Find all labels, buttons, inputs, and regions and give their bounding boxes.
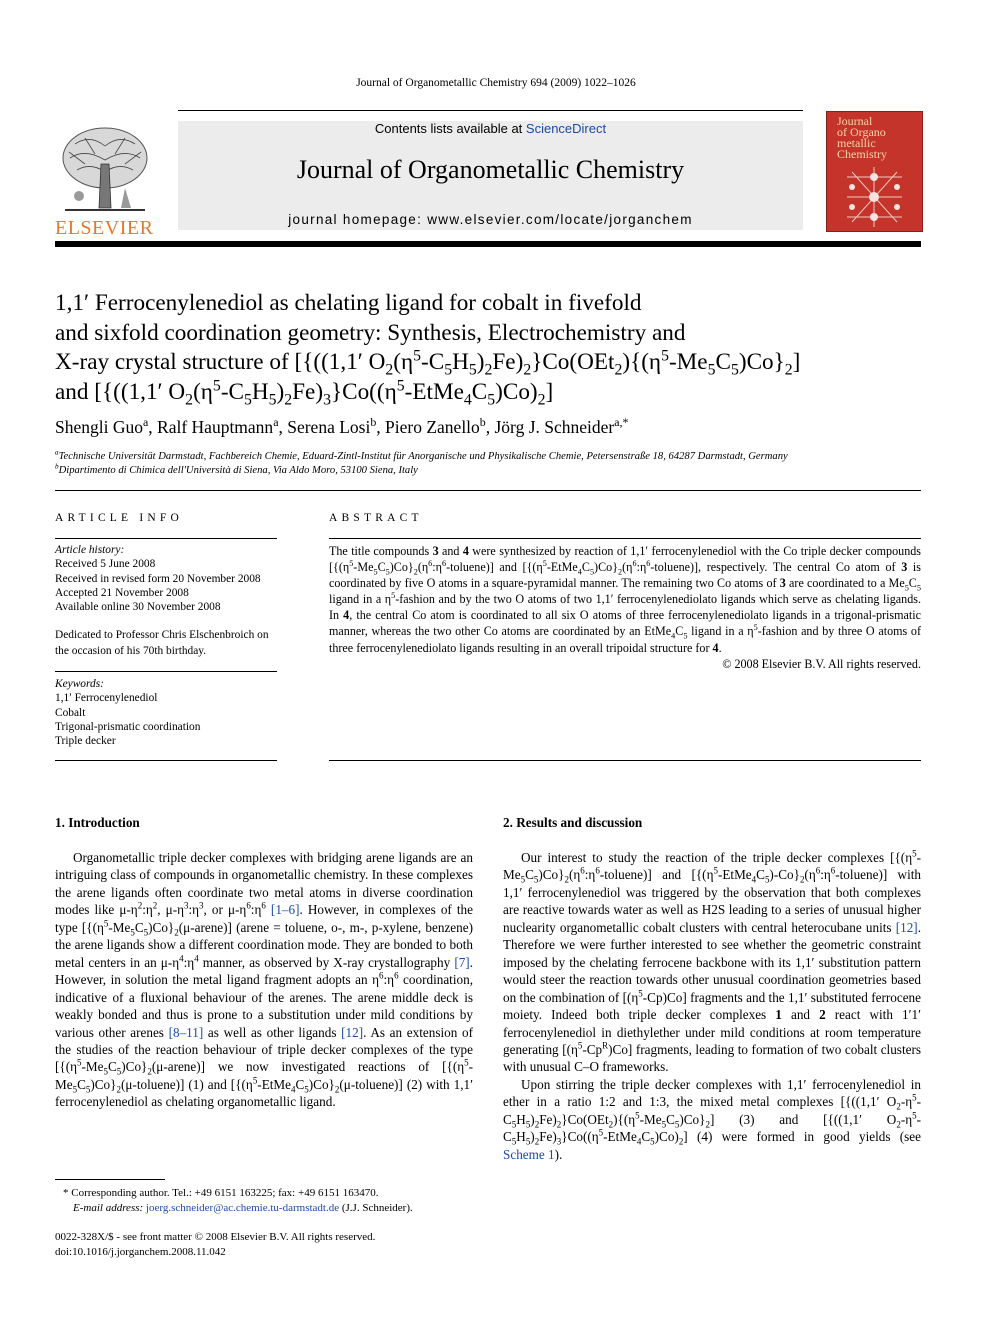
- cover-title-line-3: metallic: [837, 136, 876, 150]
- keyword[interactable]: Trigonal-prismatic coordination: [55, 720, 201, 733]
- author[interactable]: Serena Losi$^b$: [287, 415, 377, 437]
- corresponding-author: * Corresponding author. Tel.: +49 6151 163225; fax: +49 6151 163470.: [63, 1187, 379, 1199]
- abstract-heading: ABSTRACT: [329, 512, 423, 524]
- cover-title-line-4: Chemistry: [837, 147, 887, 161]
- affiliation: $^a$Technische Universität Darmstadt, Fachbereich Chemie, Eduard-Zintl-Institut für Anorganische und Physikalische Chemie, Petersenstraße 18, 64287 Darmstadt, Germany: [55, 448, 788, 462]
- footnote: [55, 1186, 475, 1216]
- header-top-rule: [178, 110, 803, 111]
- header-thick-rule: [55, 241, 921, 247]
- footnote-rule: [55, 1179, 165, 1180]
- article-info-bottom-rule: [55, 760, 277, 761]
- keyword[interactable]: Cobalt: [55, 706, 86, 719]
- cover-molecule-icon: [827, 162, 922, 232]
- keyword[interactable]: Triple decker: [55, 735, 116, 748]
- author[interactable]: Ralf Hauptmann$^a$: [157, 415, 279, 437]
- author[interactable]: Jörg J. Schneider$^{a,*}$: [494, 415, 629, 437]
- results-heading: 2. Results and discussion: [503, 815, 643, 830]
- journal-homepage[interactable]: journal homepage: www.elsevier.com/locate/jorganchem: [288, 212, 693, 227]
- article-info-rule: [55, 538, 277, 539]
- history-item: Received 5 June 2008: [55, 558, 156, 571]
- dedication: Dedicated to Professor Chris Elschenbroich on the occasion of his 70th birthday.: [55, 629, 269, 657]
- cover-title-line-1: Journal: [837, 114, 873, 128]
- results-paragraph: Upon stirring the triple decker complexes with 1,1′ ferrocenylenediol in ether in a ratio 1:2 and 1:3, the mixed metal complexes [{((1,1′ $O_2-\eta^5-C_5H_5)_2Fe)_2\}Co(OEt_2)\{(\eta^5-Me_5C_5)Co\}_2$] (3) and [{((1,1′ $O_2-\eta^5-C_5H_5)_2Fe)_3\}Co((\eta^5-EtMe_4C_5)Co)_2$] (4) were formed in good yields (see Scheme 1).: [503, 1076, 921, 1162]
- keywords-label: Keywords:: [55, 678, 104, 690]
- elsevier-wordmark: ELSEVIER: [55, 217, 154, 239]
- history-item: Accepted 21 November 2008: [55, 586, 189, 599]
- contents-availability: [178, 121, 803, 136]
- history-item: Received in revised form 20 November 2008: [55, 572, 261, 585]
- journal-cover: [826, 111, 923, 232]
- author[interactable]: Shengli Guo$^a$: [55, 415, 149, 437]
- cover-title-line-2: of Organo: [837, 125, 886, 139]
- article-history: [55, 543, 277, 614]
- history-item: Available online 30 November 2008: [55, 601, 221, 614]
- author-list: Shengli Guo$^a$, Ralf Hauptmann$^a$, Serena Losi$^b$, Piero Zanello$^b$, Jörg J. Schneider$^{a,*}$: [55, 415, 629, 437]
- elsevier-logo: [55, 124, 155, 239]
- contents-prefix: Contents lists available at: [374, 121, 526, 136]
- introduction-heading: 1. Introduction: [55, 815, 140, 830]
- running-head: Journal of Organometallic Chemistry 694 (2009) 1022–1026: [356, 77, 636, 89]
- history-label: Article history:: [55, 544, 125, 556]
- email-link[interactable]: joerg.schneider@ac.chemie.tu-darmstadt.de: [145, 1202, 340, 1214]
- author[interactable]: Piero Zanello$^b$: [385, 415, 486, 437]
- doi-line[interactable]: doi:10.1016/j.jorganchem.2008.11.042: [55, 1245, 226, 1258]
- results-text: [503, 849, 921, 1163]
- article-title: 1,1′ Ferrocenylenediol as chelating ligand for cobalt in fivefold and sixfold coordination geometry: Synthesis, Electrochemistry and X-ray crystal structure of [{((1,1′ $O_2(\eta^5-C_5H_5)_2Fe)_2\}Co(OEt_2)\{(\eta^5-Me_5C_5)Co\}_2$] and [{((1,1′ $O_2(\eta^5-C_5H_5)_2Fe)_3\}Co((\eta^5-EtMe_4C_5)Co)_2$]: [55, 290, 801, 409]
- abstract-bottom-rule: [329, 760, 921, 761]
- journal-title: Journal of Organometallic Chemistry: [296, 155, 685, 184]
- affiliation: $^b$Dipartimento di Chimica dell'Università di Siena, Via Aldo Moro, 53100 Siena, Italy: [55, 462, 418, 476]
- abstract-text: The title compounds 3 and 4 were synthesized by reaction of 1,1′ ferrocenylenediol with the Co triple decker compounds $[\{(\eta^5-Me_5C_5)Co\}_2(\eta^6:\eta^6-toluene)]$ and $[\{(\eta^5-EtMe_4C_5)Co\}_2(\eta^6:\eta^6-toluene)]$, respectively. The central Co atom of 3 is coordinated by five O atoms in a square-pyramidal manner. The remaining two Co atoms of 3 are coordinated to a $Me_5C_5$ ligand in a $\eta^5$-fashion and by the two O atoms of two 1,1′ ferrocenylenediolato ligands which serve as chelating ligands. In 4, the central Co atom is coordinated to all six O atoms of three ferrocenylenediolato ligands in a trigonal-prismatic manner, whereas the two other Co atoms are coordinated by an $EtMe_4C_5$ ligand in a $\eta^5$-fashion and by three O atoms of three ferrocenylenediolato ligands resulting in an overall tripoidal structure for 4. © 2008 Elsevier B.V. All rights reserved.: [329, 544, 922, 671]
- keyword[interactable]: 1,1′ Ferrocenylenediol: [55, 692, 158, 705]
- abstract-copyright: © 2008 Elsevier B.V. All rights reserved.: [722, 656, 921, 671]
- results-paragraph: Our interest to study the reaction of the triple decker complexes $[\{(\eta^5-Me_5C_5)Co\}_2(\eta^6:\eta^6-toluene)]$ and $[\{(\eta^5-EtMe_4C_5)-Co\}_2(\eta^6:\eta^6-toluene)]$ with 1,1′ ferrocenylenediol was triggered by the observation that both complexes are reactive towards water as well as H2S leading to a series of unusual higher nuclearity organometallic cobalt clusters with central heterocubane units [12]. Therefore we were further interested to see whether the geometric constraint imposed by the chelating ferrocene backbone with its 1,1′ substitution pattern would steer the reaction towards other unusual coordination geometries based on the combination of $[(\eta^5-Cp)Co]$ fragments and the 1,1′ substituted ferrocene moiety. Indeed both triple decker complexes 1 and 2 react with 1′1′ ferrocenylenediol in diethylether under mild conditions at room temperature generating $[(\eta^5-Cp^R)Co]$ fragments, leading to formation of two cobalt clusters with unusual C–O frameworks.: [503, 848, 922, 1075]
- email-line: E-mail address: joerg.schneider@ac.chemie.tu-darmstadt.de (J.J. Schneider).: [73, 1202, 413, 1214]
- keywords: [55, 677, 277, 748]
- article-info-heading: ARTICLE INFO: [55, 512, 183, 524]
- affiliation-rule: [55, 490, 921, 491]
- abstract-rule: [329, 538, 921, 539]
- elsevier-tree-icon: [55, 124, 155, 212]
- issn-line: 0022-328X/$ - see front matter © 2008 Elsevier B.V. All rights reserved.: [55, 1231, 376, 1243]
- sciencedirect-link[interactable]: ScienceDirect: [525, 121, 607, 136]
- keywords-rule: [55, 671, 277, 672]
- introduction-text: Organometallic triple decker complexes with bridging arene ligands are an intriguing class of compounds in organometallic chemistry. In these complexes the arene ligands often coordinate two metal atoms in diverse coordination modes like $\mu-\eta^2:\eta^2$, $\mu-\eta^3:\eta^3$, or $\mu-\eta^6:\eta^6$ [1–6]. However, in complexes of the type $[\{(\eta^5-Me_5C_5)Co\}_2(\mu-arene)]$ (arene = toluene, o-, m-, p-xylene, benzene) the arene ligands show a different coordination mode. They are bonded to both metal centers in an $\mu-\eta^4:\eta^4$ manner, as observed by X-ray crystallography [7]. However, in solution the metal ligand fragment adopts an $\eta^6:\eta^6$ coordination, indicative of a fluxional behaviour of the arenes. The arene middle deck is weakly bonded and thus is prone to a substitution under mild conditions by various other arenes [8–11] as well as other ligands [12]. As an extension of the studies of the reaction behaviour of triple decker complexes of the type $[\{(\eta^5-Me_5C_5)Co\}_2(\mu-arene)]$ we now investigated reactions of $[\{(\eta^5-Me_5C_5)Co\}_2(\mu-toluene)]$ (1) and $[\{(\eta^5-EtMe_4C_5)Co\}_2(\mu-toluene)]$ (2) with 1,1′ ferrocenylenediol as chelating organometallic ligand.: [55, 850, 474, 1110]
- issn-doi: [55, 1230, 475, 1259]
